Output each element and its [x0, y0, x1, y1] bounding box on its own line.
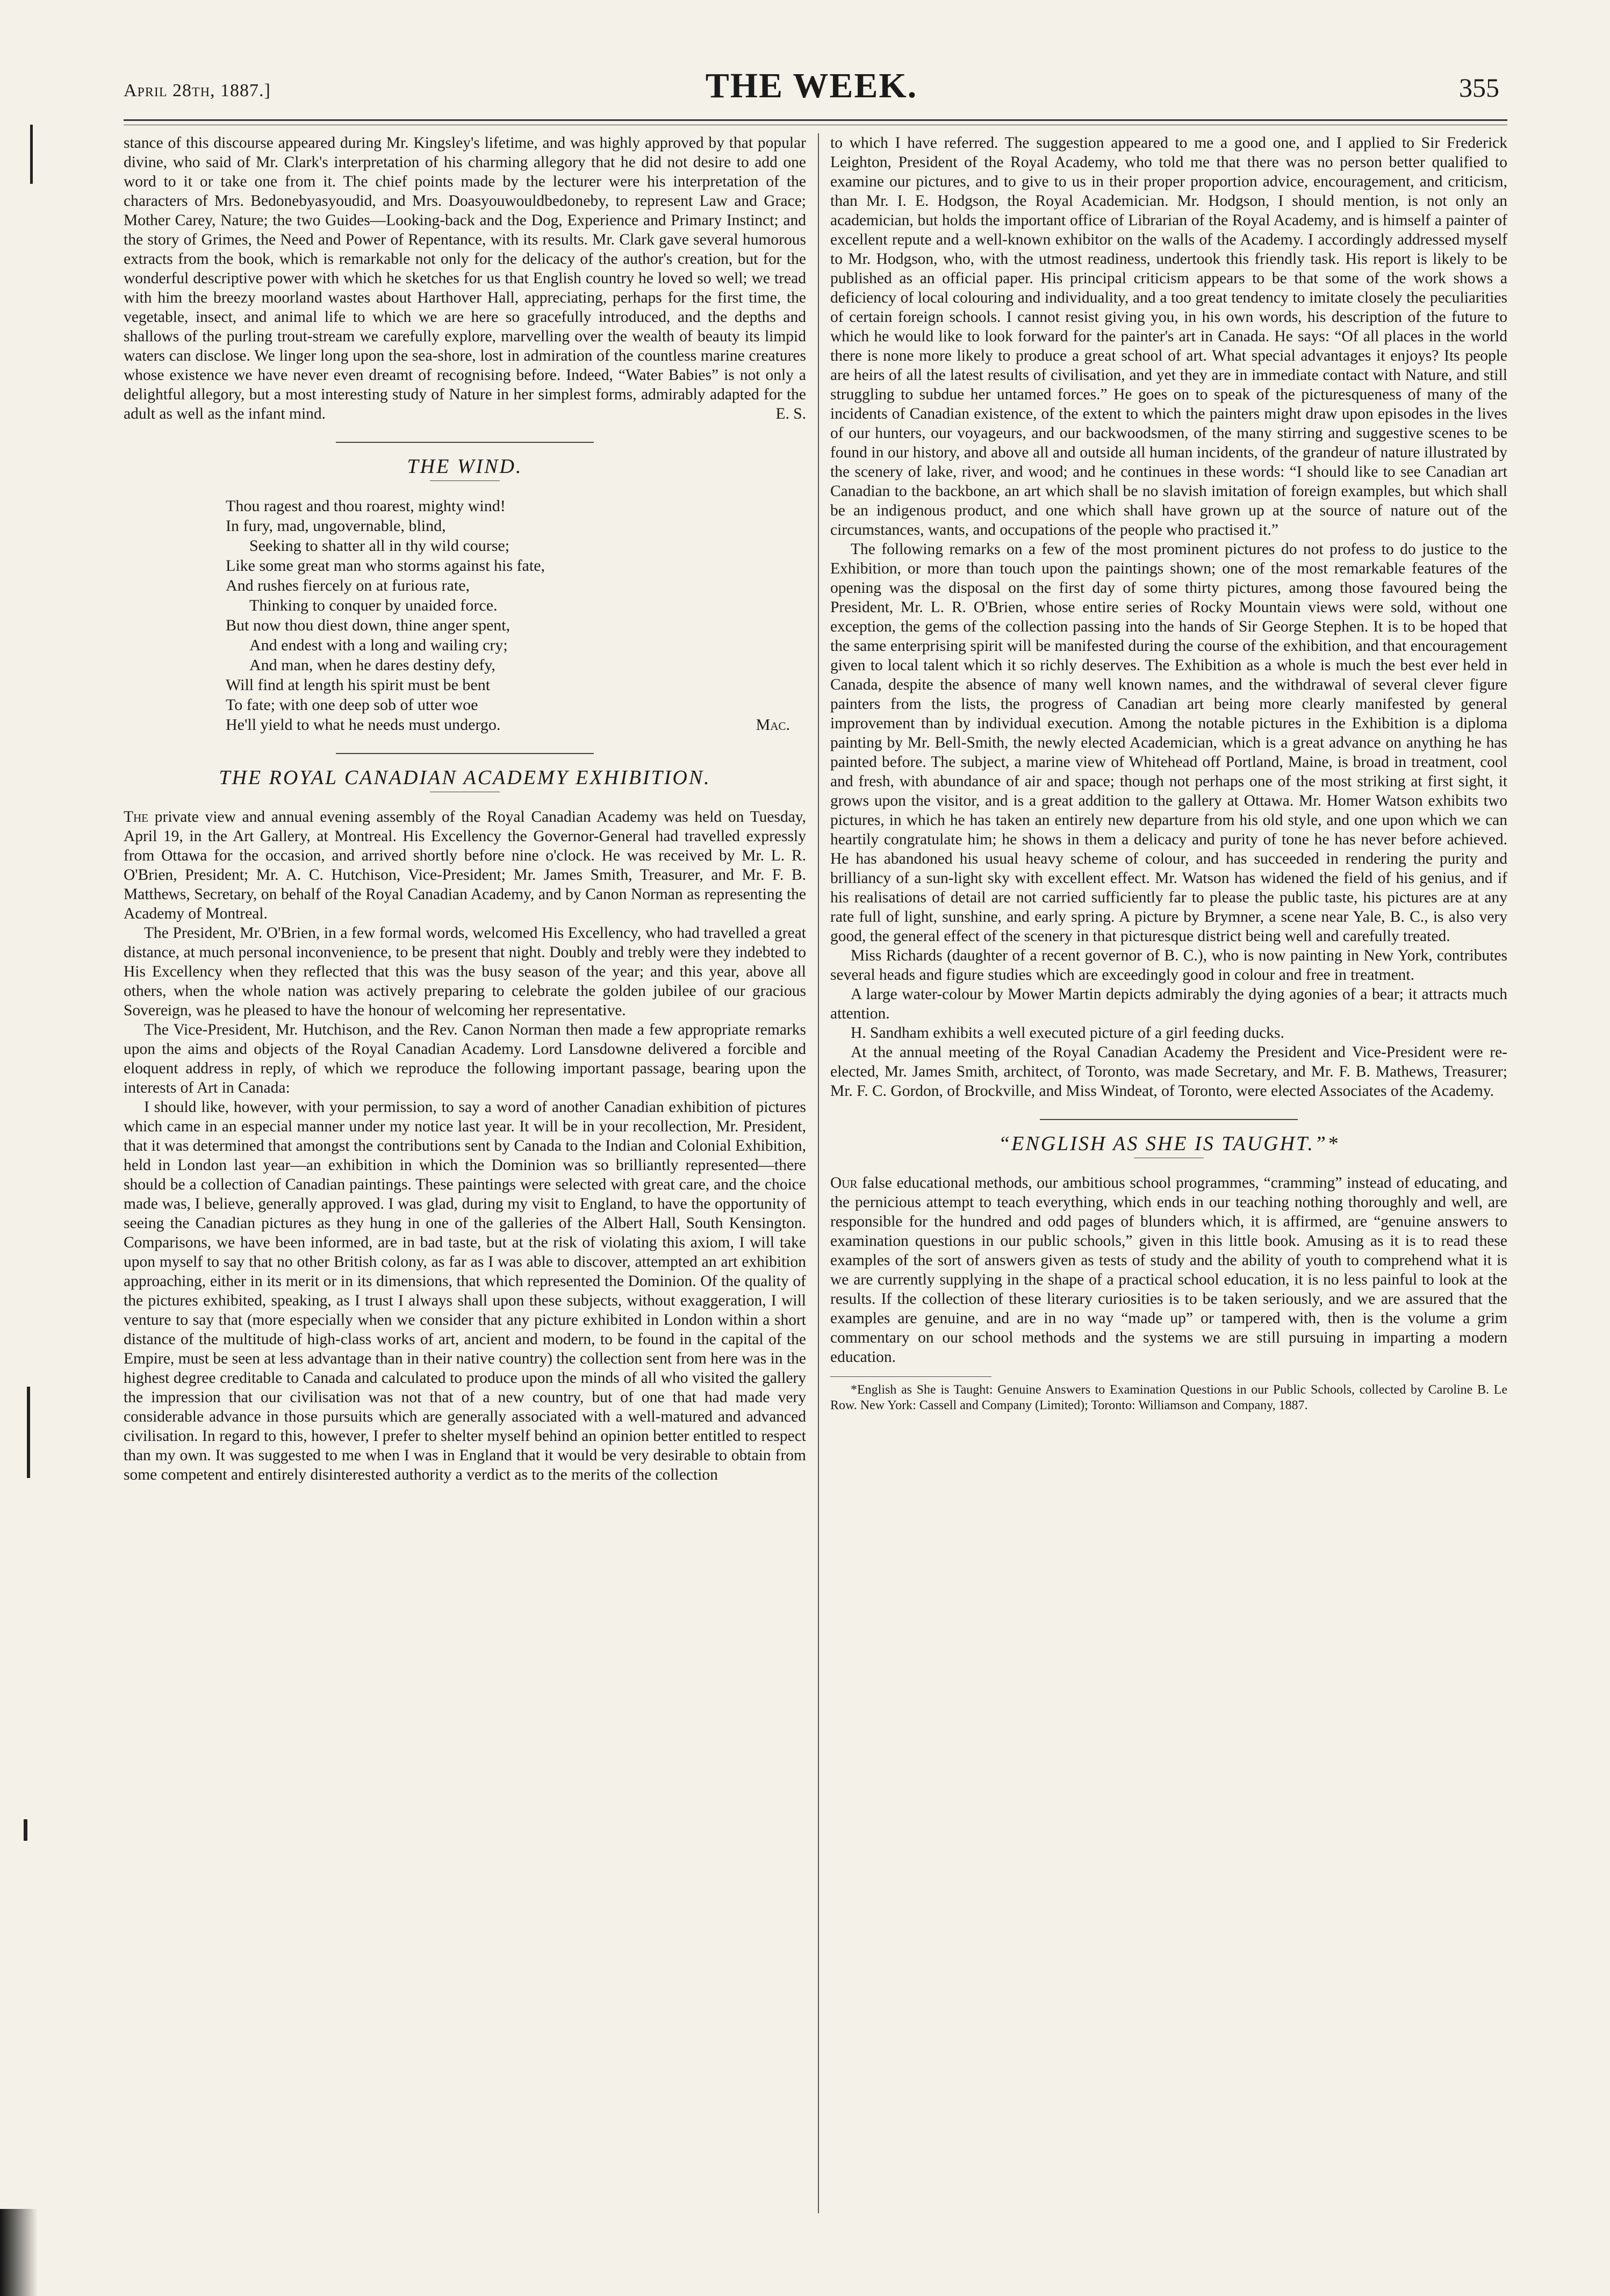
left-column: [124, 133, 806, 1484]
issue-date: April 28th, 1887.]: [124, 81, 271, 101]
running-head: [124, 63, 1499, 112]
lead-word: The: [124, 808, 149, 826]
paragraph-text: private view and annual evening assembly of the Royal Canadian Academy was held on Tuesday, April 19, in the Art Gallery, at Montreal. His Excellency the Governor-General had travelled expressly from Ottawa for the occasion, and arrived shortly before nine o'clock. He was received by Mr. L. R. O'Brien, President; Mr. A. C. Hutchison, Vice-President; Mr. James Smith, Treasurer, and Mr. F. B. Matthews, Secretary, on behalf of the Royal Canadian Academy, and by Canon Norman as representing the Academy of Montreal.: [124, 808, 806, 922]
column-divider: [818, 133, 819, 2213]
margin-mark: [0, 2209, 38, 2296]
margin-mark: [24, 1819, 27, 1841]
poem-line: But now thou diest down, thine anger spent,: [226, 616, 511, 634]
academy-paragraph: At the annual meeting of the Royal Canadian Academy the President and Vice-President were re-elected, Mr. James Smith, architect, of Toronto, was made Secretary, and Mr. F. B. Mathews, Treasurer; Mr. F. C. Gordon, of Brockville, and Miss Windeat, of Toronto, were elected Associates of the Academy.: [830, 1044, 1507, 1100]
header-rule: [124, 119, 1507, 121]
lead-word: Our: [830, 1174, 858, 1192]
poem-title: THE WIND.: [407, 455, 523, 478]
poem-line: He'll yield to what he needs must undergo.: [226, 716, 501, 734]
poem-line: And rushes fiercely on at furious rate,: [226, 577, 470, 594]
poem-line: And endest with a long and wailing cry;: [249, 636, 508, 654]
paragraph-text: false educational methods, our ambitious school programmes, “cramming” instead of educating, and the pernicious attempt to teach everything, which ends in our teaching nothing thoroughly and well, are responsible for the hundred and odd pages of blunders which, it is affirmed, are “genuine answers to examination questions in our public schools,” given in this little book. Amusing as it is to read these examples of the sort of answers given as tests of study and the ability of youth to comprehend what it is we are currently supplying in the shape of a practical school education, it is no less painful to look at the results. If the collection of these literary curiosities is to be taken seriously, and we are assured that the examples are genuine, and are in no way “made up” or tampered with, then is the volume a grim commentary on our school methods and the systems we are still pursuing in imparting a modern education.: [830, 1174, 1507, 1366]
academy-paragraph: [124, 807, 806, 923]
footnote-rule: [830, 1376, 991, 1377]
poem-line: Seeking to shatter all in thy wild course;: [249, 537, 510, 555]
english-paragraph: [830, 1173, 1507, 1367]
poem: [124, 496, 806, 735]
margin-mark: [30, 125, 33, 184]
poem-line: And man, when he dares destiny defy,: [249, 656, 495, 674]
academy-paragraph: A large water-colour by Mower Martin depicts admirably the dying agonies of a bear; it attracts much attention.: [830, 986, 1507, 1022]
academy-paragraph: The Vice-President, Mr. Hutchison, and the Rev. Canon Norman then made a few appropriate remarks upon the aims and objects of the Royal Canadian Academy. Lord Lansdowne delivered a forcible and eloquent address in reply, of which we reproduce the following important passage, bearing upon the interests of Art in Canada:: [124, 1021, 806, 1096]
intro-text: stance of this discourse appeared during Mr. Kingsley's lifetime, and was highly approved by that popular divine, who said of Mr. Clark's interpretation of his charming allegory that he did not desire to add one word to it or take one from it. The chief points made by the lecturer were his interpretation of the characters of Mrs. Bedonebyasyoudid, and Mrs. Doasyouwouldbedoneby, to represent Law and Grace; Mother Carey, Nature; the two Guides—Looking-back and the Dog, Experience and Primary Instinct; and the story of Grimes, the Need and Power of Repentance, with its results. Mr. Clark gave several humorous extracts from the book, which is remarkable not only for the delicacy of the author's creation, but for the wonderful descriptive power with which he sketches for us that English country he loved so well; we tread with him the breezy moorland wastes about Harthover Hall, appreciating, perhaps for the first time, the vegetable, insect, and animal life to which we are here so gracefully introduced, and the depths and shallows of the purling trout-stream we carefully explore, marvelling over the wealth of beauty its limpid waters can disclose. We linger long upon the sea-shore, lost in admiration of the countless marine creatures whose existence we have never even dreamt of recognising before. Indeed, “Water Babies” is not only a delightful allegory, but a most interesting study of Nature in her simplest forms, admirably adapted for the adult as well as the infant mind.: [124, 134, 806, 422]
academy-paragraph: Miss Richards (daughter of a recent governor of B. C.), who is now painting in New York, contributes several heads and figure studies which are exceedingly good in colour and free in treatment.: [830, 947, 1507, 984]
section-rule: [336, 442, 594, 443]
poem-line: In fury, mad, ungovernable, blind,: [226, 517, 446, 535]
section-rule: [1040, 1119, 1298, 1120]
footnote: *English as She is Taught: Genuine Answers to Examination Questions in our Public Schools, collected by Caroline B. Le Row. New York: Cassell and Company (Limited); Toronto: Williamson and Company, 1887.: [830, 1383, 1507, 1412]
intro-paragraph: [124, 133, 806, 424]
section-rule: [336, 753, 594, 754]
right-column: [830, 133, 1507, 1414]
poem-line: Like some great man who storms against his fate,: [226, 557, 545, 575]
poem-line: Will find at length his spirit must be bent: [226, 676, 491, 694]
academy-paragraph: to which I have referred. The suggestion appeared to me a good one, and I applied to Sir Frederick Leighton, President of the Royal Academy, who told me that there was no person better qualified to examine our pictures, and to give to us in their proper proportion advice, encouragement, and criticism, than Mr. I. E. Hodgson, the Royal Academician. Mr. Hodgson, I should mention, is not only an academician, but holds the important office of Librarian of the Royal Academy, and is himself a painter of excellent repute and a well-known exhibitor on the walls of the Academy. I accordingly addressed myself to Mr. Hodgson, who, with the utmost readiness, undertook this friendly task. His report is likely to be published as an official paper. His principal criticism appears to be that some of the work shows a deficiency of local colouring and individuality, and a too great tendency to imitate closely the peculiarities of certain foreign schools. I cannot resist giving you, in his own words, his description of the future to which he would like to look forward for the painter's art in Canada. He says: “Of all places in the world there is none more likely to produce a great school of art. What special advantages it enjoys? Its people are heirs of all the latest results of civilisation, and yet they are in immediate contact with Nature, and still struggling to subdue her untamed forces.” He goes on to speak of the picturesqueness of many of the incidents of Canadian existence, of the extent to which the painters might draw upon episodes in the lives of our hunters, our voyageurs, and our backwoodsmen, of the many stirring and suggestive scenes to be found in our history, and above all and outside all human incidents, of the grandeur of nature illustrated by the scenery of lake, river, and wood; and he continues in these words: “I should like to see Canadian art Canadian to the backbone, an art which shall be no slavish imitation of foreign examples, but which shall be an indigenous product, and one which shall have grown up at the source of nature out of the circumstances, wants, and occupations of the people who practised it.”: [830, 134, 1507, 539]
poem-signature: Mac.: [756, 716, 790, 734]
academy-quoted-address: I should like, however, with your permission, to say a word of another Canadian exhibition of pictures which came in an especial manner under my notice last year. It will be in your recollection, Mr. President, that it was determined that amongst the contributions sent by Canada to the Indian and Colonial Exhibition, held in London last year—an exhibition in which the Dominion was so brilliantly represented—there should be a collection of Canadian paintings. These paintings were selected with great care, and the choice made was, I believe, generally approved. I was glad, during my visit to England, to have the opportunity of seeing the Canadian pictures as they hung in one of the galleries of the Albert Hall, South Kensington. Comparisons, we have been informed, are in bad taste, but at the risk of violating this axiom, I will take upon myself to say that no other British colony, as far as I was able to discover, attempted an art exhibition approaching, either in its merit or in its dimensions, that which represented the Dominion. Of the quality of the pictures exhibited, speaking, as I trust I always shall upon these subjects, without exaggeration, I will venture to say that (more especially when we consider that any picture exhibited in London within a short distance of the multitude of high-class works of art, ancient and modern, to be found in the capital of the Empire, must be seen at less advantage than in their native country) the collection sent from here was in the highest degree creditable to Canada and calculated to produce upon the minds of all who visited the gallery the impression that our civilisation was not that of a new country, but of one that had made very considerable advance in those pursuits which are generally associated with a well-matured and advanced civilisation. In regard to this, however, I prefer to shelter myself behind an opinion better entitled to respect than my own. It was suggested to me when I was in England that it would be very desirable to obtain from some competent and entirely disinterested authority a verdict as to the merits of the collection: [124, 1099, 806, 1483]
poem-line: Thou ragest and thou roarest, mighty wind!: [226, 497, 506, 515]
intro-signature: E. S.: [775, 405, 806, 422]
margin-mark: [27, 1387, 30, 1478]
page-number: 355: [1459, 73, 1499, 103]
academy-article-title: THE ROYAL CANADIAN ACADEMY EXHIBITION.: [219, 766, 711, 789]
english-article-title: “ENGLISH AS SHE IS TAUGHT.”*: [998, 1132, 1339, 1155]
masthead-title: THE WEEK.: [705, 66, 918, 105]
academy-paragraph: H. Sandham exhibits a well executed picture of a girl feeding ducks.: [851, 1024, 1284, 1042]
academy-paragraph: The President, Mr. O'Brien, in a few formal words, welcomed His Excellency, who had travelled a great distance, at much personal inconvenience, to be present that night. Doubly and trebly were they indebted to His Excellency when they reflected that this was the busy season of the year; and this year, above all others, when the whole nation was actively preparing to celebrate the golden jubilee of our gracious Sovereign, was he pleased to have the honour of welcoming her representative.: [124, 924, 806, 1019]
academy-paragraph: The following remarks on a few of the most prominent pictures do not profess to do justice to the Exhibition, or more than touch upon the paintings shown; one of the most remarkable features of the opening was the disposal on the first day of some thirty pictures, among those favoured being the President, Mr. L. R. O'Brien, whose entire series of Rocky Mountain views were sold, without one exception, the gems of the collection passing into the hands of Sir George Stephen. It is to be hoped that the same enterprising spirit will be manifested during the course of the exhibition, and that encouragement given to local talent which it so richly deserves. The Exhibition as a whole is much the best ever held in Canada, despite the absence of many well known names, and the withdrawal of several clever figure painters from the lists, the progress of Canadian art being more clearly manifested by general improvement than by individual execution. Among the notable pictures in the Exhibition is a diploma painting by Mr. Bell-Smith, the newly elected Academician, which is a great advance on anything he has painted before. The subject, a marine view of Whitehead off Portland, Maine, is broad in treatment, cool and fresh, with abundance of air and space; though not perhaps one of the most striking at first sight, it grows upon the visitor, and is a great addition to the gallery at Ottawa. Mr. Homer Watson exhibits two pictures, in which he has taken an entirely new departure from his old style, and one upon which we can heartily congratulate him; he shows in them a delicacy and purity of tone he has never before achieved. He has abandoned his usual heavy scheme of colour, and has succeeded in rendering the purity and brilliancy of a sun-light sky with excellent effect. Mr. Watson has widened the field of his genius, and if his realisations of detail are not carried sufficiently far to please the public taste, his pictures are at any rate full of light, sunshine, and early spring. A picture by Brymner, a scene near Yale, B. C., is also very good, the general effect of the scenery in that picturesque district being well and carefully treated.: [830, 541, 1507, 945]
poem-line: Thinking to conquer by unaided force.: [249, 597, 498, 614]
poem-line: To fate; with one deep sob of utter woe: [226, 696, 478, 714]
title-rule: [430, 480, 500, 481]
